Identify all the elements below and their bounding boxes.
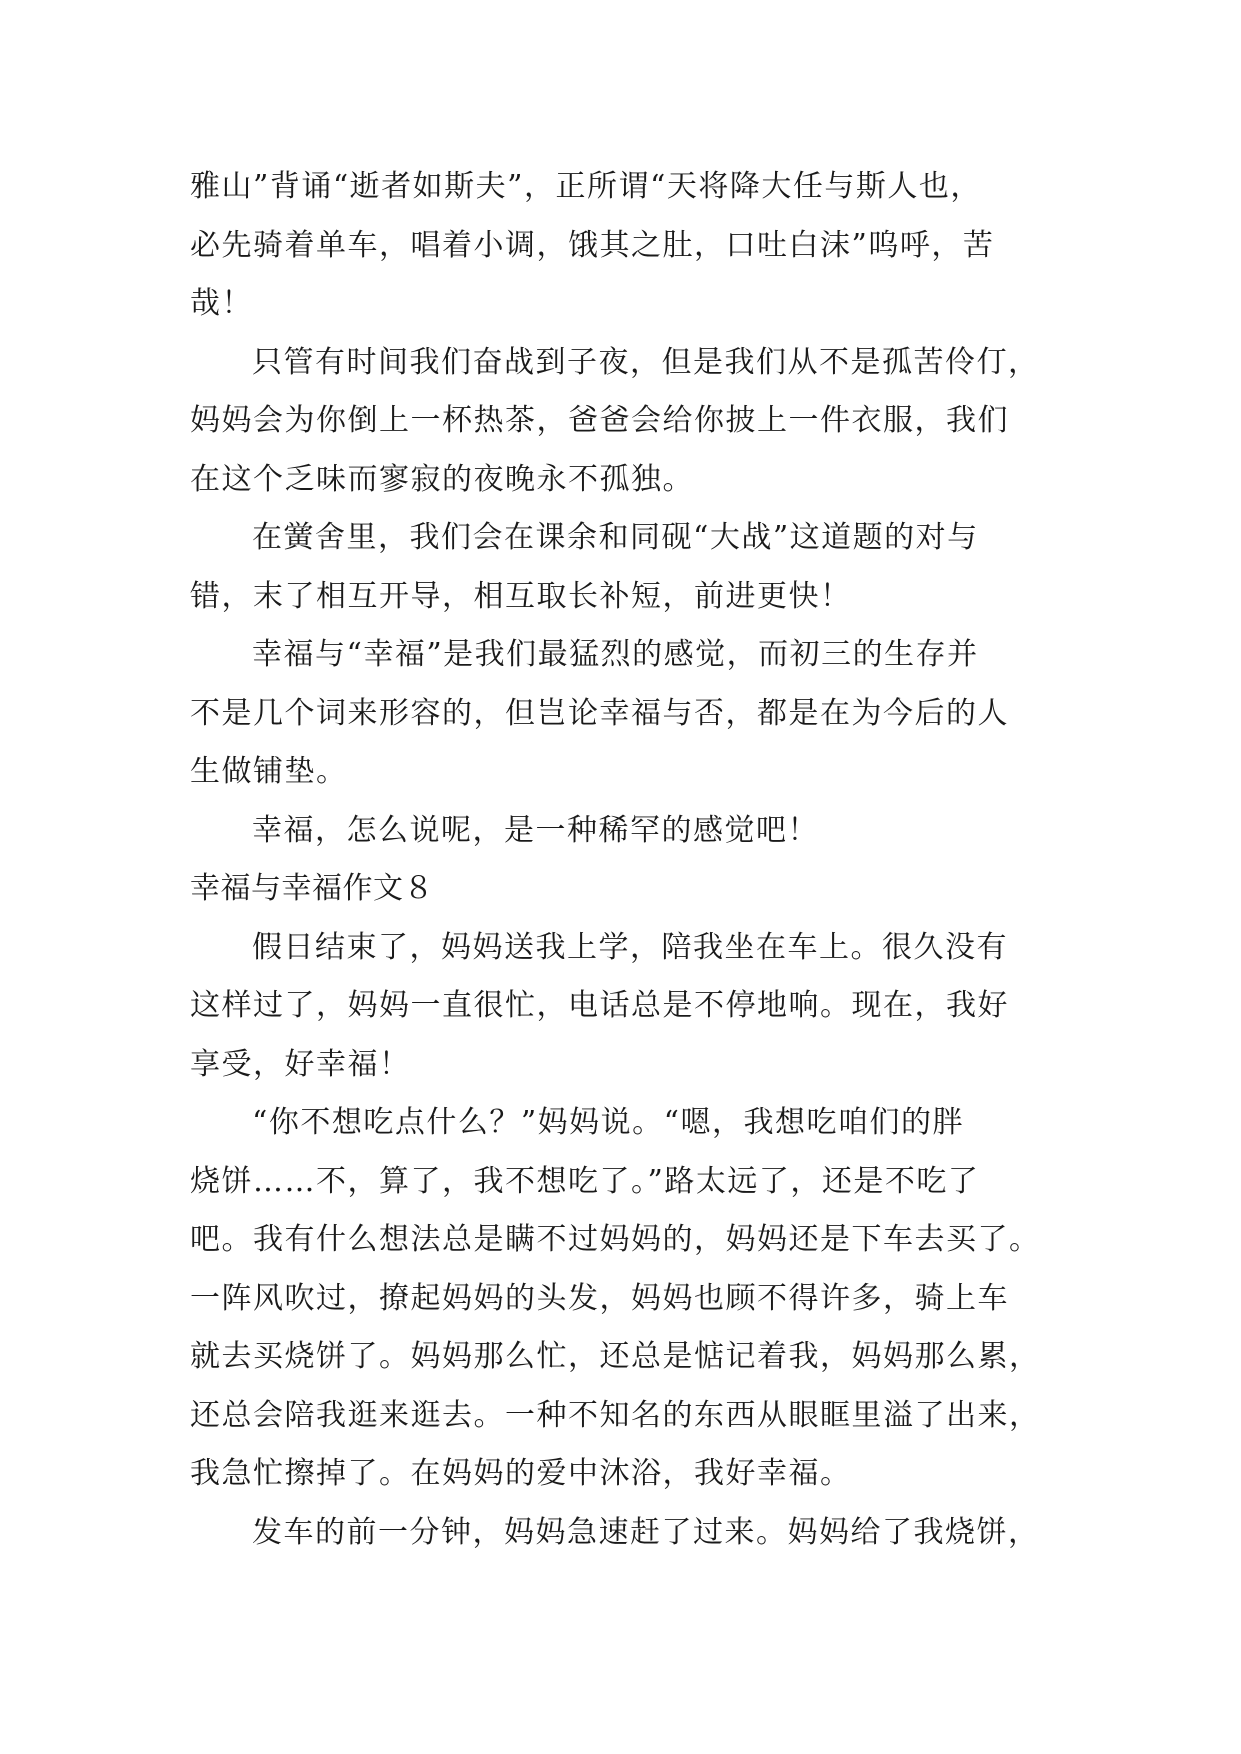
text-line: 一阵风吹过，撩起妈妈的头发，妈妈也顾不得许多，骑上车: [190, 1280, 1009, 1316]
text-line: 我急忙擦掉了。在妈妈的爱中沐浴，我好幸福。: [190, 1456, 852, 1491]
text-line: 妈妈会为你倒上一杯热茶，爸爸会给你披上一件衣服，我们: [190, 403, 1009, 438]
paragraph-start-line: 假日结束了，妈妈送我上学，陪我坐在车上。很久没有: [252, 929, 1008, 965]
text-line: 哉！: [190, 286, 253, 321]
text-line: 雅山”背诵“逝者如斯夫”，正所谓“天将降大任与斯人也，: [190, 169, 982, 204]
text-line: 吧。我有什么想法总是瞒不过妈妈的，妈妈还是下车去买了。: [190, 1222, 1041, 1257]
paragraph-start-line: 只管有时间我们奋战到子夜，但是我们从不是孤苦伶仃，: [252, 344, 1040, 380]
text-line: 生做铺垫。: [190, 754, 348, 789]
text-line: 享受，好幸福！: [190, 1046, 411, 1082]
paragraph-start-line: “你不想吃点什么？”妈妈说。“嗯，我想吃咱们的胖: [252, 1105, 965, 1140]
text-line: 必先骑着单车，唱着小调，饿其之肚，口吐白沫”呜呼，苦: [190, 227, 995, 263]
paragraph-start-line: 幸福，怎么说呢，是一种稀罕的感觉吧！: [252, 812, 819, 848]
text-line: 错，末了相互开导，相互取长补短，前进更快！: [190, 578, 852, 614]
section-heading: 幸福与幸福作文８: [190, 871, 434, 906]
text-line: 这样过了，妈妈一直很忙，电话总是不停地响。现在，我好: [190, 988, 1009, 1023]
text-line: 还总会陪我逛来逛去。一种不知名的东西从眼眶里溢了出来，: [190, 1397, 1041, 1433]
paragraph-start-line: 幸福与“幸福”是我们最猛烈的感觉，而初三的生存并: [252, 637, 979, 672]
text-line: 不是几个词来形容的，但岂论幸福与否，都是在为今后的人: [190, 695, 1009, 731]
paragraph-start-line: 在黉舍里，我们会在课余和同砚“大战”这道题的对与: [252, 520, 979, 555]
text-line: 在这个乏味而寥寂的夜晚永不孤独。: [190, 461, 694, 497]
text-line: 就去买烧饼了。妈妈那么忙，还总是惦记着我，妈妈那么累，: [190, 1339, 1041, 1374]
paragraph-start-line: 发车的前一分钟，妈妈急速赶了过来。妈妈给了我烧饼，: [252, 1514, 1040, 1550]
essay-body: [190, 158, 1060, 1562]
text-line: 烧饼……不，算了，我不想吃了。”路太远了，还是不吃了: [190, 1163, 980, 1199]
